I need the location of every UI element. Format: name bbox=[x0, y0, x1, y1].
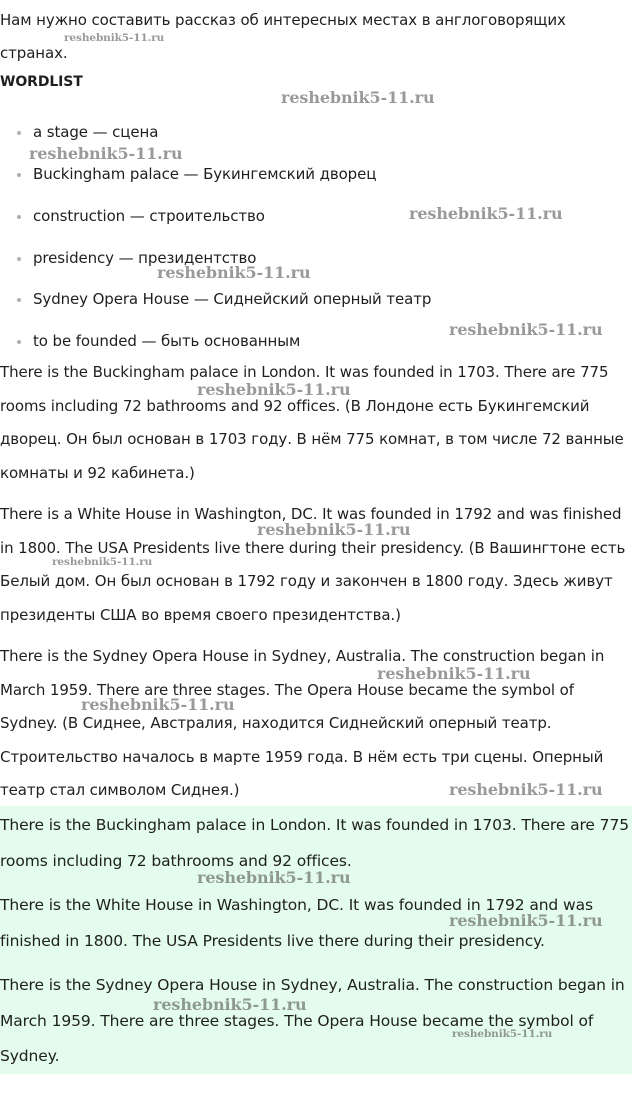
watermark: reshebnik5-11.ru bbox=[449, 780, 603, 799]
answer-paragraph-buckingham: There is the Buckingham palace in London. It was founded in 1703. There are 775 rooms including 72 bathrooms and 92 offices. bbox=[0, 816, 629, 870]
wordlist-item: to be founded — быть основанным bbox=[33, 332, 301, 350]
watermark: reshebnik5-11.ru bbox=[81, 695, 235, 714]
watermark: reshebnik5-11.ru bbox=[64, 32, 165, 44]
watermark: reshebnik5-11.ru bbox=[197, 868, 351, 887]
paragraph-sydney-opera: There is the Sydney Opera House in Sydney, Australia. The construction began in March 1959. There are three stages. The Opera House became the symbol of Sydney. (В Сиднее, Австралия, находится Сиднейский оперный театр. Строительство началось в марте 1959 года. В нём есть три сцены. Оперный театр стал символом Сиднея.) bbox=[0, 647, 605, 799]
paragraph-buckingham: There is the Buckingham palace in London. It was founded in 1703. There are 775 rooms including 72 bathrooms and 92 offices. (В Лондоне есть Букингемский дворец. Он был основан в 1703 году. В нём 775 комнат, в том числе 72 ванные комнаты и 92 кабинета.) bbox=[0, 363, 624, 482]
watermark: reshebnik5-11.ru bbox=[257, 520, 411, 539]
wordlist-item: construction — строительство bbox=[33, 207, 265, 225]
answer-paragraph-white-house: There is the White House in Washington, DC. It was founded in 1792 and was finished in 1800. The USA Presidents live there during their presidency. bbox=[0, 896, 593, 950]
watermark: reshebnik5-11.ru bbox=[52, 556, 153, 568]
wordlist-item: a stage — сцена bbox=[33, 123, 159, 141]
paragraph-white-house: There is a White House in Washington, DC. It was founded in 1792 and was finished in 1800. The USA Presidents live there during their presidency. (В Вашингтоне есть Белый дом. Он был основан в 1792 году и закончен в 1800 году. Здесь живут президенты США во время своего президентства.) bbox=[0, 505, 626, 624]
watermark: reshebnik5-11.ru bbox=[409, 204, 563, 223]
wordlist-item: presidency — президентство bbox=[33, 249, 257, 267]
watermark: reshebnik5-11.ru bbox=[153, 995, 307, 1014]
watermark: reshebnik5-11.ru bbox=[29, 144, 183, 163]
wordlist-title: WORDLIST bbox=[0, 74, 83, 90]
wordlist-item: Sydney Opera House — Сиднейский оперный театр bbox=[33, 290, 432, 308]
wordlist-item: Buckingham palace — Букингемский дворец bbox=[33, 165, 377, 183]
watermark: reshebnik5-11.ru bbox=[452, 1028, 553, 1040]
watermark: reshebnik5-11.ru bbox=[377, 664, 531, 683]
intro-text: Нам нужно составить рассказ об интересных местах в англоговорящих странах. bbox=[0, 11, 566, 62]
answer-paragraph-sydney-opera: There is the Sydney Opera House in Sydney, Australia. The construction began in March 1959. There are three stages. The Opera House became the symbol of Sydney. bbox=[0, 976, 625, 1065]
watermark: reshebnik5-11.ru bbox=[449, 911, 603, 930]
watermark: reshebnik5-11.ru bbox=[197, 380, 351, 399]
watermark: reshebnik5-11.ru bbox=[157, 263, 311, 282]
watermark: reshebnik5-11.ru bbox=[281, 88, 435, 107]
watermark: reshebnik5-11.ru bbox=[449, 320, 603, 339]
